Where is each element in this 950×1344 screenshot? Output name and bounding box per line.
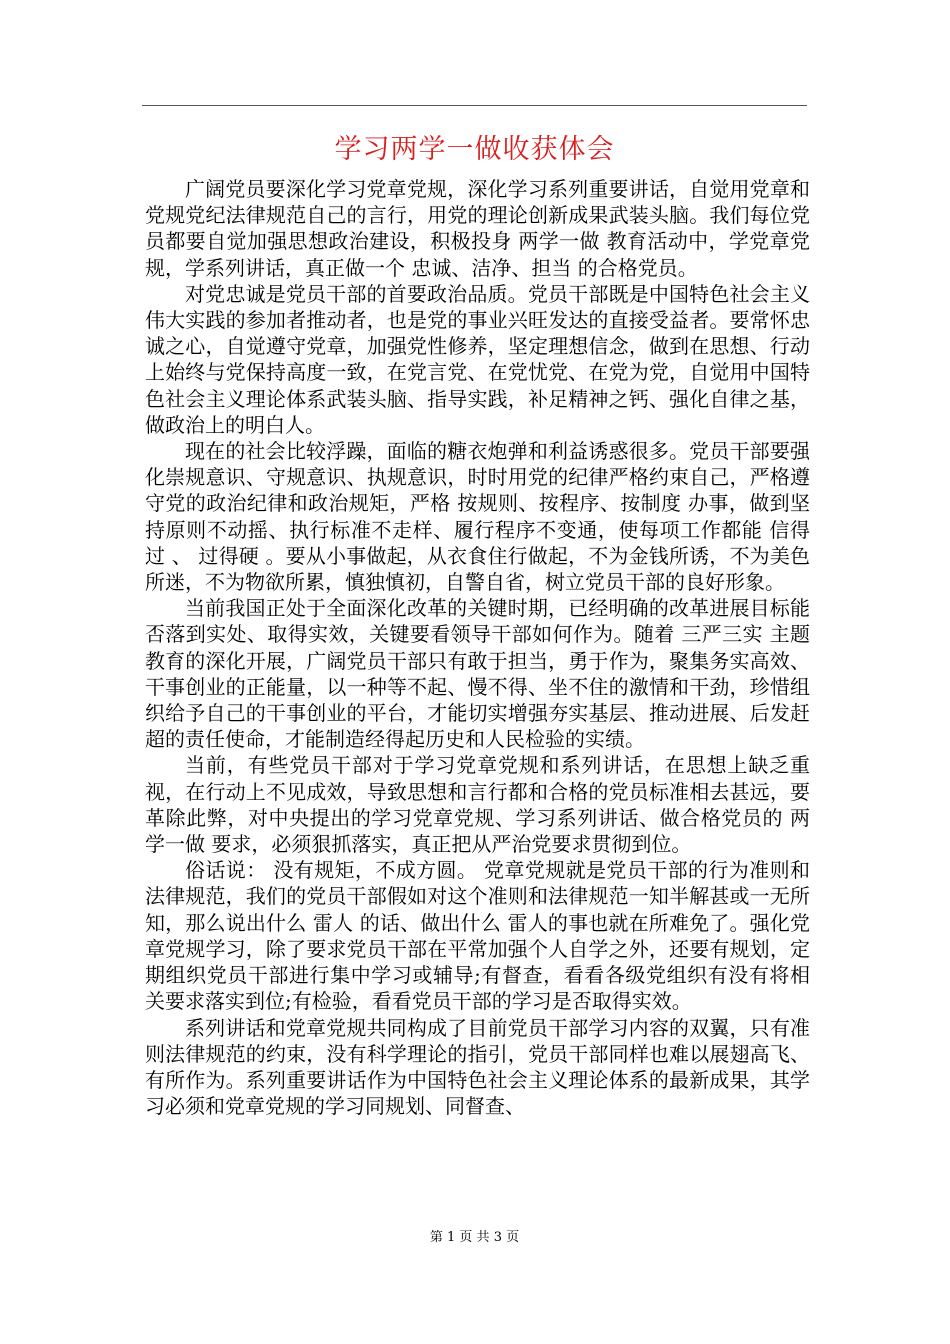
header-rule [142,105,807,106]
paragraph: 当前我国正处于全面深化改革的关键时期，已经明确的改革进展目标能否落到实处、取得实效，关键要看领导干部如何作为。随着 三严三实 主题教育的深化开展，广阔党员干部只有敢于担当，勇于作为，聚集务实高效、干事创业的正能量，以一种等不起、慢不得、坐不住的激情和干劲，珍惜组织给予自己的干事创业的平台，才能切实增强夯实基层、推动进展、后发赶超的责任使命，才能制造经得起历史和人民检验的实绩。 [145,596,810,752]
document-body [145,176,810,1119]
paragraph: 系列讲话和党章党规共同构成了目前党员干部学习内容的双翼，只有准则法律规范的约束，没有科学理论的指引，党员干部同样也难以展翅高飞、有所作为。系列重要讲话作为中国特色社会主义理论体系的最新成果，其学习必须和党章党规的学习同规划、同督查、 [145,1015,810,1119]
page-number-footer: 第 1 页 共 3 页 [429,1230,520,1245]
paragraph: 当前，有些党员干部对于学习党章党规和系列讲话，在思想上缺乏重视，在行动上不见成效，导致思想和言行都和合格的党员标准相去甚远，要革除此弊，对中央提出的学习党章党规、学习系列讲话、做合格党员的 两学一做 要求，必须狠抓落实，真正把从严治党要求贯彻到位。 [145,753,810,857]
paragraph: 俗话说： 没有规矩，不成方圆。 党章党规就是党员干部的行为准则和法律规范，我们的党员干部假如对这个准则和法律规范一知半解甚或一无所知，那么说出什么 雷人 的话、做出什么 雷人的事也就在所难免了。强化党章党规学习，除了要求党员干部在平常加强个人自学之外，还要有规划，定期组织党员干部进行集中学习或辅导;有督查，看看各级党组织有没有将相关要求落实到位;有检验，看看党员干部的学习是否取得实效。 [145,858,810,1014]
paragraph: 现在的社会比较浮躁，面临的糖衣炮弹和利益诱惑很多。党员干部要强化崇规意识、守规意识、执规意识，时时用党的纪律严格约束自己，严格遵守党的政治纪律和政治规矩，严格 按规则、按程序、按制度 办事，做到坚持原则不动摇、执行标准不走样、履行程序不变通，使每项工作都能 信得过 、 过得硬 。要从小事做起，从衣食住行做起，不为金钱所诱，不为美色所迷，不为物欲所累，慎独慎初，自警自省，树立党员干部的良好形象。 [145,439,810,595]
paragraph: 广阔党员要深化学习党章党规，深化学习系列重要讲话，自觉用党章和党规党纪法律规范自己的言行，用党的理论创新成果武装头脑。我们每位党员都要自觉加强思想政治建设，积极投身 两学一做 教育活动中，学党章党规，学系列讲话，真正做一个 忠诚、洁净、担当 的合格党员。 [145,177,810,280]
document-title: 学习两学一做收获体会 [334,134,615,165]
paragraph: 对党忠诚是党员干部的首要政治品质。党员干部既是中国特色社会主义伟大实践的参加者推动者，也是党的事业兴旺发达的直接受益者。要常怀忠诚之心，自觉遵守党章，加强党性修养，坚定理想信念，做到在思想、行动上始终与党保持高度一致，在党言党、在党忧党、在党为党，自觉用中国特色社会主义理论体系武装头脑、指导实践，补足精神之钙、强化自律之基，做政治上的明白人。 [145,281,810,437]
